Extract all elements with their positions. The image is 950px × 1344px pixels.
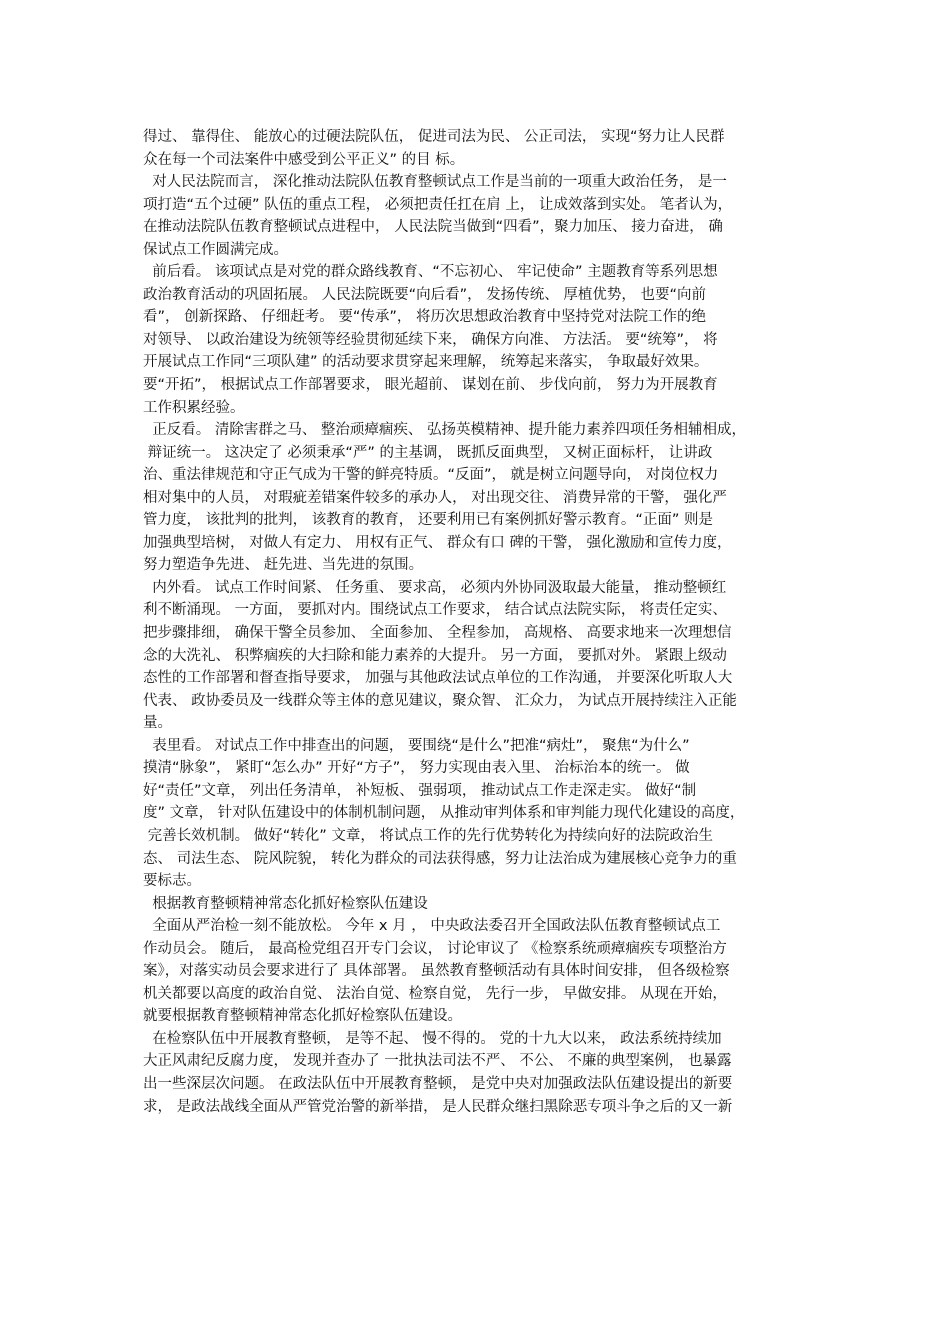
text-line: 在推动法院队伍教育整顿试点进程中， 人民法院当做到“四看”，聚力加压、 接力奋进， 确 bbox=[143, 219, 723, 236]
text-line: 要标志。 bbox=[143, 873, 201, 890]
text-line: 念的大洗礼、 积弊痼疾的大扫除和能力素养的大提升。 另一方面， 要抓对外。 紧跟上级动 bbox=[143, 647, 727, 664]
text-line: 利不断涌现。 一方面， 要抓对内。围绕试点工作要求， 结合试点法院实际， 将责任定实、 bbox=[143, 602, 727, 619]
text-line: 管力度， 该批判的批判， 该教育的教育， 还要利用已有案例抓好警示教育。“正面” 则是 bbox=[143, 512, 713, 529]
text-line: 度” 文章， 针对队伍建设中的体制机制问题， 从推动审判体系和审判能力现代化建设的高度， bbox=[143, 805, 745, 822]
text-line: 治、重法律规范和守正气成为干警的鲜亮特质。“反面”， 就是树立问题导向， 对岗位权力 bbox=[143, 467, 719, 484]
text-line: 内外看。 试点工作时间紧、 任务重、 要求高， 必须内外协同汲取最大能量， 推动整顿红 bbox=[143, 579, 727, 596]
text-line: 开展试点工作同“三项队建” 的活动要求贯穿起来理解， 统筹起来落实， 争取最好效果。 bbox=[143, 354, 709, 371]
text-line: 全面从严治检一刻不能放松。 今年 x 月 ， 中央政法委召开全国政法队伍教育整顿试点工 bbox=[143, 918, 721, 935]
text-line: 代表、 政协委员及一线群众等主体的意见建议，聚众智、 汇众力， 为试点开展持续注入正能 bbox=[143, 692, 737, 709]
text-line: 众在每一个司法案件中感受到公平正义” 的目 标。 bbox=[143, 151, 465, 168]
text-line: 摸清“脉象”， 紧盯“怎么办” 开好“方子”， 努力实现由表入里、 治标治本的统一。 做 bbox=[143, 760, 690, 777]
text-line: 正反看。 清除害群之马、 整治顽瘴痼疾、 弘扬英模精神、提升能力素养四项任务相辅相成， bbox=[143, 422, 747, 439]
text-line: 把步骤排细， 确保干警全员参加、 全面参加、 全程参加， 高规格、 高要求地来一次理想信 bbox=[143, 625, 732, 642]
text-line: 量。 bbox=[143, 715, 172, 732]
text-line: 政治教育活动的巩固拓展。 人民法院既要“向后看”， 发扬传统、 厚植优势， 也要“向前 bbox=[143, 286, 706, 303]
text-line: 根据教育整顿精神常态化抓好检察队伍建设 bbox=[143, 895, 428, 912]
text-line: 案》，对落实动员会要求进行了 具体部署。 虽然教育整顿活动有具体时间安排， 但各级检察 bbox=[143, 963, 730, 980]
text-line: 对人民法院而言， 深化推动法院队伍教育整顿试点工作是当前的一项重大政治任务， 是一 bbox=[143, 174, 727, 191]
text-line: 态、 司法生态、 院风院貌， 转化为群众的司法获得感，努力让法治成为建展核心竞争力的重 bbox=[143, 850, 737, 867]
text-line: 求， 是政法战线全面从严管党治警的新举措， 是人民群众继扫黑除恶专项斗争之后的又一新 bbox=[143, 1098, 733, 1115]
text-line: 要“开拓”， 根据试点工作部署要求， 眼光超前、 谋划在前、 步伐向前， 努力为开展教育 bbox=[143, 377, 718, 394]
text-line: 努力塑造争先进、 赶先进、当先进的氛围。 bbox=[143, 557, 424, 574]
text-line: 机关都要以高度的政治自觉、 法治自觉、检察自觉， 先行一步， 早做安排。 从现在开始， bbox=[143, 985, 727, 1002]
text-line: 在检察队伍中开展教育整顿， 是等不起、 慢不得的。 党的十九大以来， 政法系统持续加 bbox=[143, 1030, 722, 1047]
text-line: 对领导、 以政治建设为统领等经验贯彻延续下来， 确保方向准、 方法活。 要“统筹”， 将 bbox=[143, 331, 718, 348]
text-line: 辩证统一。 这决定了 必须秉承“严” 的主基调， 既抓反面典型， 又树正面标杆， 让讲政 bbox=[143, 444, 713, 461]
text-line: 相对集中的人员， 对瑕疵差错案件较多的承办人， 对出现交往、 消费异常的干警， 强化严 bbox=[143, 489, 727, 506]
text-line: 工作积累经验。 bbox=[143, 399, 245, 416]
text-line: 就要根据教育整顿精神常态化抓好检察队伍建设。 bbox=[143, 1008, 462, 1025]
text-line: 表里看。 对试点工作中排查出的问题， 要围绕“是什么”把准“病灶”， 聚焦“为什么” bbox=[143, 737, 690, 754]
text-line: 加强典型培树， 对做人有定力、 用权有正气、 群众有口 碑的干警， 强化激励和宣传力度， bbox=[143, 534, 732, 551]
text-line: 前后看。 该项试点是对党的群众路线教育、“不忘初心、 牢记使命” 主题教育等系列思想 bbox=[143, 264, 718, 281]
text-line: 完善长效机制。 做好“转化” 文章， 将试点工作的先行优势转化为持续向好的法院政治生 bbox=[143, 827, 713, 844]
text-line: 作动员会。 随后， 最高检党组召开专门会议， 讨论审议了 《检察系统顽瘴痼疾专项整治方 bbox=[143, 940, 727, 957]
text-line: 项打造“五个过硬” 队伍的重点工程， 必须把责任扛在肩 上， 让成效落到实处。 笔者认为， bbox=[143, 196, 733, 213]
text-line: 态性的工作部署和督查指导要求， 加强与其他政法试点单位的工作沟通， 并要深化听取人大 bbox=[143, 670, 733, 687]
text-line: 看”， 创新探路、 仔细赶考。 要“传承”， 将历次思想政治教育中坚持党对法院工作的绝 bbox=[143, 309, 706, 326]
text-line: 好“责任”文章， 列出任务清单， 补短板、 强弱项， 推动试点工作走深走实。 做好“制 bbox=[143, 782, 697, 799]
text-line: 出一些深层次问题。 在政法队伍中开展教育整顿， 是党中央对加强政法队伍建设提出的新要 bbox=[143, 1075, 733, 1092]
text-line: 保试点工作圆满完成。 bbox=[143, 241, 288, 258]
text-line: 得过、 靠得住、 能放心的过硬法院队伍， 促进司法为民、 公正司法， 实现“努力让人民群 bbox=[143, 129, 725, 145]
document-body bbox=[143, 126, 813, 1118]
text-line: 大正风肃纪反腐力度， 发现并查办了 一批执法司法不严、 不公、 不廉的典型案例， 也暴露 bbox=[143, 1053, 732, 1070]
